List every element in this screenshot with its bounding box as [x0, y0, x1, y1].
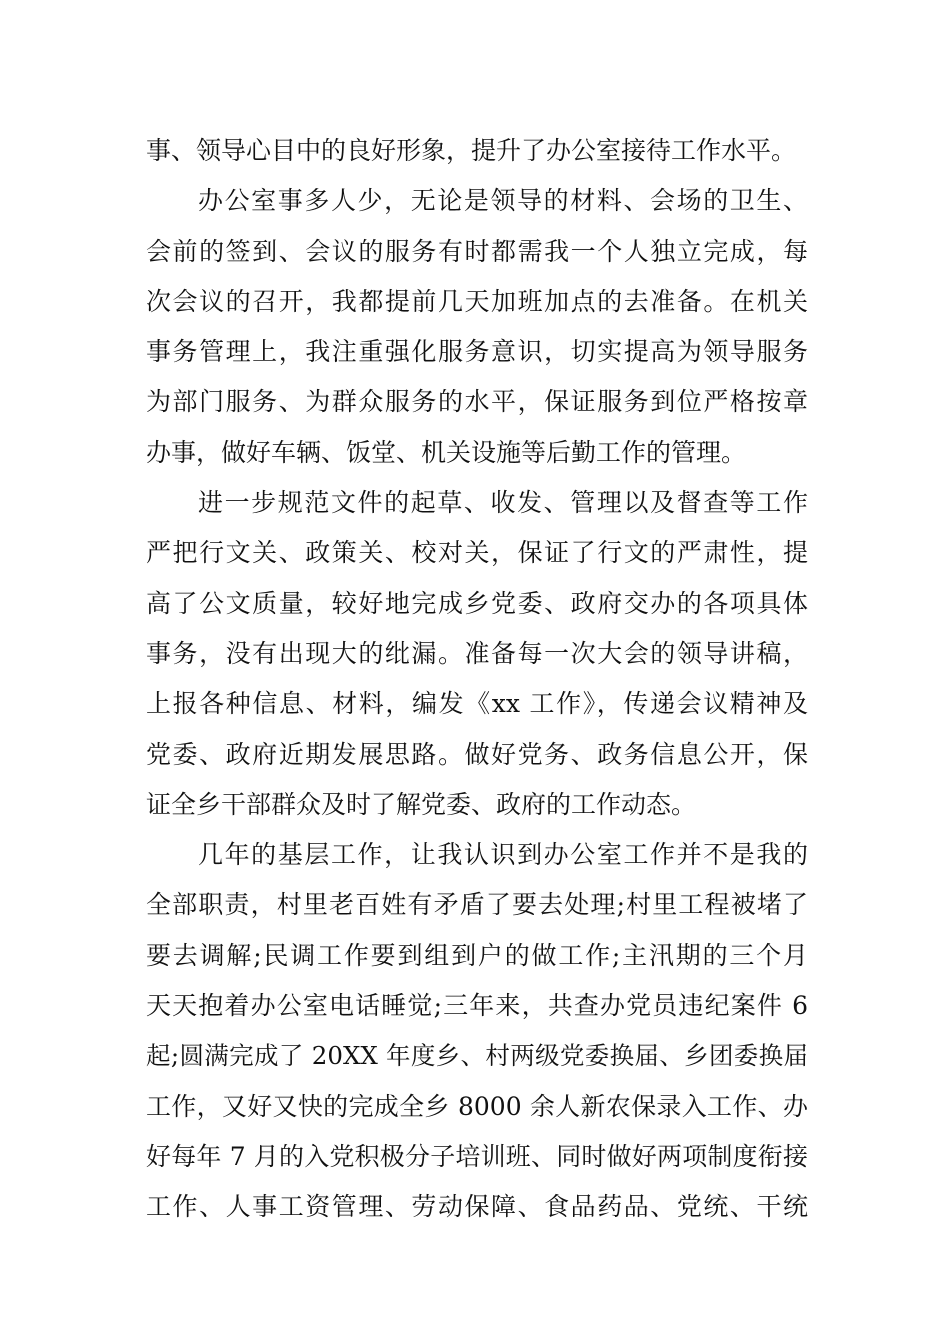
text-line: 办公室事多人少，无论是领导的材料、会场的卫生、 [198, 186, 808, 216]
text-line: 起;圆满完成了 20XX 年度乡、村两级党委换届、乡团委换届 [146, 1041, 808, 1071]
text-line: 事务，没有出现大的纰漏。准备每一次大会的领导讲稿， [146, 638, 808, 668]
text-line: 事、领导心目中的良好形象，提升了办公室接待工作水平。 [146, 136, 797, 165]
text-line: 进一步规范文件的起草、收发、管理以及督查等工作 [198, 488, 808, 518]
text-line: 严把行文关、政策关、校对关，保证了行文的严肃性，提 [146, 538, 808, 568]
text-line: 高了公文质量，较好地完成乡党委、政府交办的各项具体 [146, 588, 808, 618]
text-line: 好每年 7 月的入党积极分子培训班、同时做好两项制度衔接 [146, 1141, 808, 1171]
text-line: 工作，又好又快的完成全乡 8000 余人新农保录入工作、办 [146, 1091, 808, 1121]
text-line: 党委、政府近期发展思路。做好党务、政务信息公开，保 [146, 739, 808, 769]
text-line: 事务管理上，我注重强化服务意识，切实提高为领导服务 [146, 337, 808, 367]
text-line: 次会议的召开，我都提前几天加班加点的去准备。在机关 [146, 286, 808, 316]
text-line: 工作、人事工资管理、劳动保障、食品药品、党统、干统 [146, 1192, 808, 1222]
document-body [146, 126, 808, 1233]
text-line: 为部门服务、为群众服务的水平，保证服务到位严格按章 [146, 387, 808, 417]
text-line: 全部职责，村里老百姓有矛盾了要去处理;村里工程被堵了 [146, 890, 808, 920]
text-line: 上报各种信息、材料，编发《xx 工作》，传递会议精神及 [146, 689, 808, 719]
text-line: 几年的基层工作，让我认识到办公室工作并不是我的 [198, 840, 808, 870]
text-line: 要去调解;民调工作要到组到户的做工作;主汛期的三个月 [146, 940, 808, 970]
text-line: 会前的签到、会议的服务有时都需我一个人独立完成，每 [146, 236, 808, 266]
text-line: 证全乡干部群众及时了解党委、政府的工作动态。 [146, 789, 697, 819]
text-line: 办事，做好车辆、饭堂、机关设施等后勤工作的管理。 [146, 437, 747, 467]
text-line: 天天抱着办公室电话睡觉;三年来，共查办党员违纪案件 6 [146, 991, 808, 1021]
